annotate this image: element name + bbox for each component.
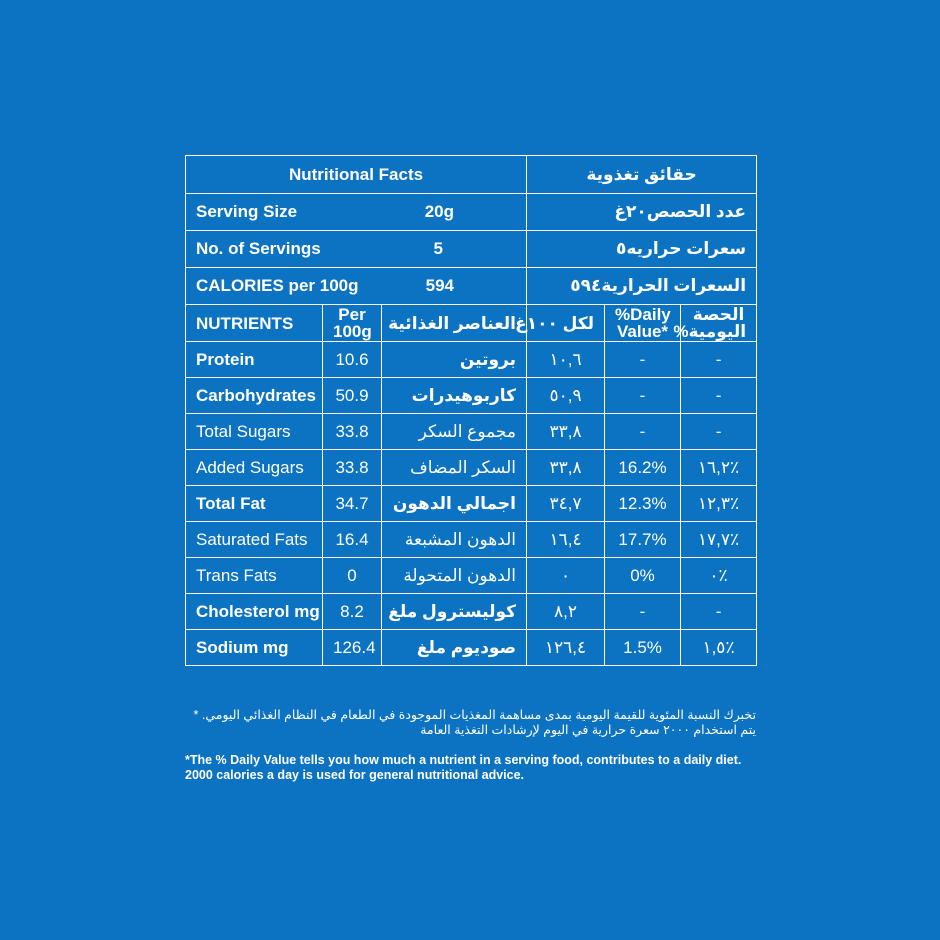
nutrient-daily-value: 16.2% xyxy=(605,450,681,486)
nutrient-per-100g-ar: ٣٣,٨ xyxy=(527,414,605,450)
nutrient-name: Protein xyxy=(186,342,323,378)
nutrient-row xyxy=(186,558,757,594)
nutrient-row xyxy=(186,486,757,522)
footnote-ar-line2: يتم استخدام ٢٠٠٠ سعرة حرارية في اليوم لإرشادات التغذية العامة xyxy=(420,723,756,737)
nutrient-daily-value: 1.5% xyxy=(605,630,681,666)
nutrient-per-100g: 10.6 xyxy=(323,342,382,378)
nutrient-name-ar: اجمالي الدهون xyxy=(382,486,527,522)
nutrient-per-100g-ar: ٣٣,٨ xyxy=(527,450,605,486)
nutrient-row xyxy=(186,522,757,558)
nutrient-name-ar: بروتين xyxy=(382,342,527,378)
nutrient-name-ar: كاربوهيدرات xyxy=(382,378,527,414)
footnotes xyxy=(185,708,756,783)
header-per xyxy=(323,305,382,342)
nutrient-daily-value: - xyxy=(605,594,681,630)
servings-value: 5 xyxy=(433,239,444,258)
summary-en-cell xyxy=(186,194,527,231)
nutrient-name-ar: صوديوم ملغ xyxy=(382,630,527,666)
nutrient-name: Total Sugars xyxy=(186,414,323,450)
serving-size-label: Serving Size xyxy=(196,202,298,221)
header-dv-line1: %Daily xyxy=(615,305,671,324)
servings-label-ar: سعرات حراريه xyxy=(626,239,747,258)
nutrient-daily-value: 17.7% xyxy=(605,522,681,558)
header-dv-ar xyxy=(673,305,757,342)
header-nutrients: NUTRIENTS xyxy=(186,305,323,342)
nutrient-per-100g: 8.2 xyxy=(323,594,382,630)
nutrient-daily-value-ar: ٪١٧,٧ xyxy=(681,522,757,558)
nutrient-daily-value-ar: - xyxy=(681,414,757,450)
calories-label-ar: السعرات الحرارية xyxy=(601,276,747,295)
nutrition-panel xyxy=(185,155,756,666)
nutrient-row xyxy=(186,450,757,486)
nutrient-name: Carbohydrates xyxy=(186,378,323,414)
header-nutrients-ar: العناصر الغذائية xyxy=(382,305,527,342)
title-en: Nutritional Facts xyxy=(186,156,527,194)
summary-en-cell xyxy=(186,268,527,305)
header-row xyxy=(186,305,757,342)
nutrient-per-100g: 0 xyxy=(323,558,382,594)
servings-label: No. of Servings xyxy=(196,239,321,258)
nutrient-per-100g-ar: ١٢٦,٤ xyxy=(527,630,605,666)
footnote-ar-line1: تخبرك النسبة المئوية للقيمة اليومية بمدى مساهمة المغذيات الموجودة في الطعام في النظام الغذائي اليومي. * xyxy=(193,708,756,722)
nutrient-row xyxy=(186,414,757,450)
calories-label: CALORIES per 100g xyxy=(196,276,359,295)
nutrient-daily-value: - xyxy=(605,378,681,414)
nutrient-name: Cholesterol mg xyxy=(186,594,323,630)
nutrient-daily-value-ar: ٪١٢,٣ xyxy=(681,486,757,522)
nutrient-per-100g-ar: ٠ xyxy=(527,558,605,594)
nutrient-name-ar: كوليسترول ملغ xyxy=(382,594,527,630)
nutrient-daily-value: 0% xyxy=(605,558,681,594)
calories-value: 594 xyxy=(425,276,455,295)
summary-row xyxy=(186,268,757,305)
nutrient-name-ar: الدهون المتحولة xyxy=(382,558,527,594)
title-ar: حقائق تغذوية xyxy=(527,156,757,194)
summary-en-cell xyxy=(186,231,527,268)
nutrient-per-100g: 34.7 xyxy=(323,486,382,522)
nutrient-per-100g: 33.8 xyxy=(323,414,382,450)
summary-row xyxy=(186,194,757,231)
nutrient-per-100g-ar: ١٠,٦ xyxy=(527,342,605,378)
nutrient-name-ar: السكر المضاف xyxy=(382,450,527,486)
nutrient-name: Added Sugars xyxy=(186,450,323,486)
nutrient-name: Sodium mg xyxy=(186,630,323,666)
nutrient-per-100g-ar: ٨,٢ xyxy=(527,594,605,630)
nutrient-daily-value-ar: - xyxy=(681,378,757,414)
nutrient-daily-value-ar: ٪١٦,٢ xyxy=(681,450,757,486)
nutrient-per-100g-ar: ٣٤,٧ xyxy=(527,486,605,522)
nutrient-daily-value-ar: - xyxy=(681,594,757,630)
header-per-line1: Per xyxy=(338,305,366,324)
serving-size-value: 20g xyxy=(424,202,455,221)
header-dv-line2: Value* xyxy=(616,322,669,341)
serving-size-label-ar: عدد الحصص xyxy=(646,202,747,221)
calories-value-ar: ٥٩٤ xyxy=(570,276,602,295)
nutrient-name: Total Fat xyxy=(186,486,323,522)
header-dv-ar-line2: اليومية% xyxy=(673,322,747,341)
nutrient-daily-value: - xyxy=(605,414,681,450)
nutrient-daily-value: - xyxy=(605,342,681,378)
header-dv-ar-line1: الحصة xyxy=(692,305,745,324)
nutrient-name: Trans Fats xyxy=(186,558,323,594)
nutrient-per-100g-ar: ١٦,٤ xyxy=(527,522,605,558)
nutrient-row xyxy=(186,342,757,378)
summary-ar-cell xyxy=(527,231,757,268)
nutrient-daily-value-ar: ٪١,٥ xyxy=(681,630,757,666)
header-per-line2: 100g xyxy=(333,322,372,341)
nutrition-table xyxy=(185,155,757,666)
nutrient-name-ar: الدهون المشبعة xyxy=(382,522,527,558)
nutrient-daily-value-ar: - xyxy=(681,342,757,378)
nutrient-per-100g: 50.9 xyxy=(323,378,382,414)
summary-ar-cell xyxy=(527,268,757,305)
footnote-en: *The % Daily Value tells you how much a nutrient in a serving food, contributes to a daily diet. 2000 calories a day is used for general nutritional advice. xyxy=(185,753,742,782)
nutrient-daily-value-ar: ٪٠ xyxy=(681,558,757,594)
nutrient-per-100g-ar: ٥٠,٩ xyxy=(527,378,605,414)
nutrient-row xyxy=(186,594,757,630)
nutrient-name-ar: مجموع السكر xyxy=(382,414,527,450)
nutrient-row xyxy=(186,630,757,666)
nutrient-per-100g: 126.4 xyxy=(323,630,382,666)
summary-row xyxy=(186,231,757,268)
header-dv xyxy=(605,305,681,342)
nutrient-row xyxy=(186,378,757,414)
nutrient-daily-value: 12.3% xyxy=(605,486,681,522)
title-row xyxy=(186,156,757,194)
nutrient-per-100g: 16.4 xyxy=(323,522,382,558)
header-per-ar: لكل ١٠٠غ xyxy=(527,305,605,342)
summary-ar-cell xyxy=(527,194,757,231)
servings-value-ar: ٥ xyxy=(615,239,627,258)
nutrient-name: Saturated Fats xyxy=(186,522,323,558)
serving-size-value-ar: ٢٠غ xyxy=(614,202,647,221)
nutrient-per-100g: 33.8 xyxy=(323,450,382,486)
